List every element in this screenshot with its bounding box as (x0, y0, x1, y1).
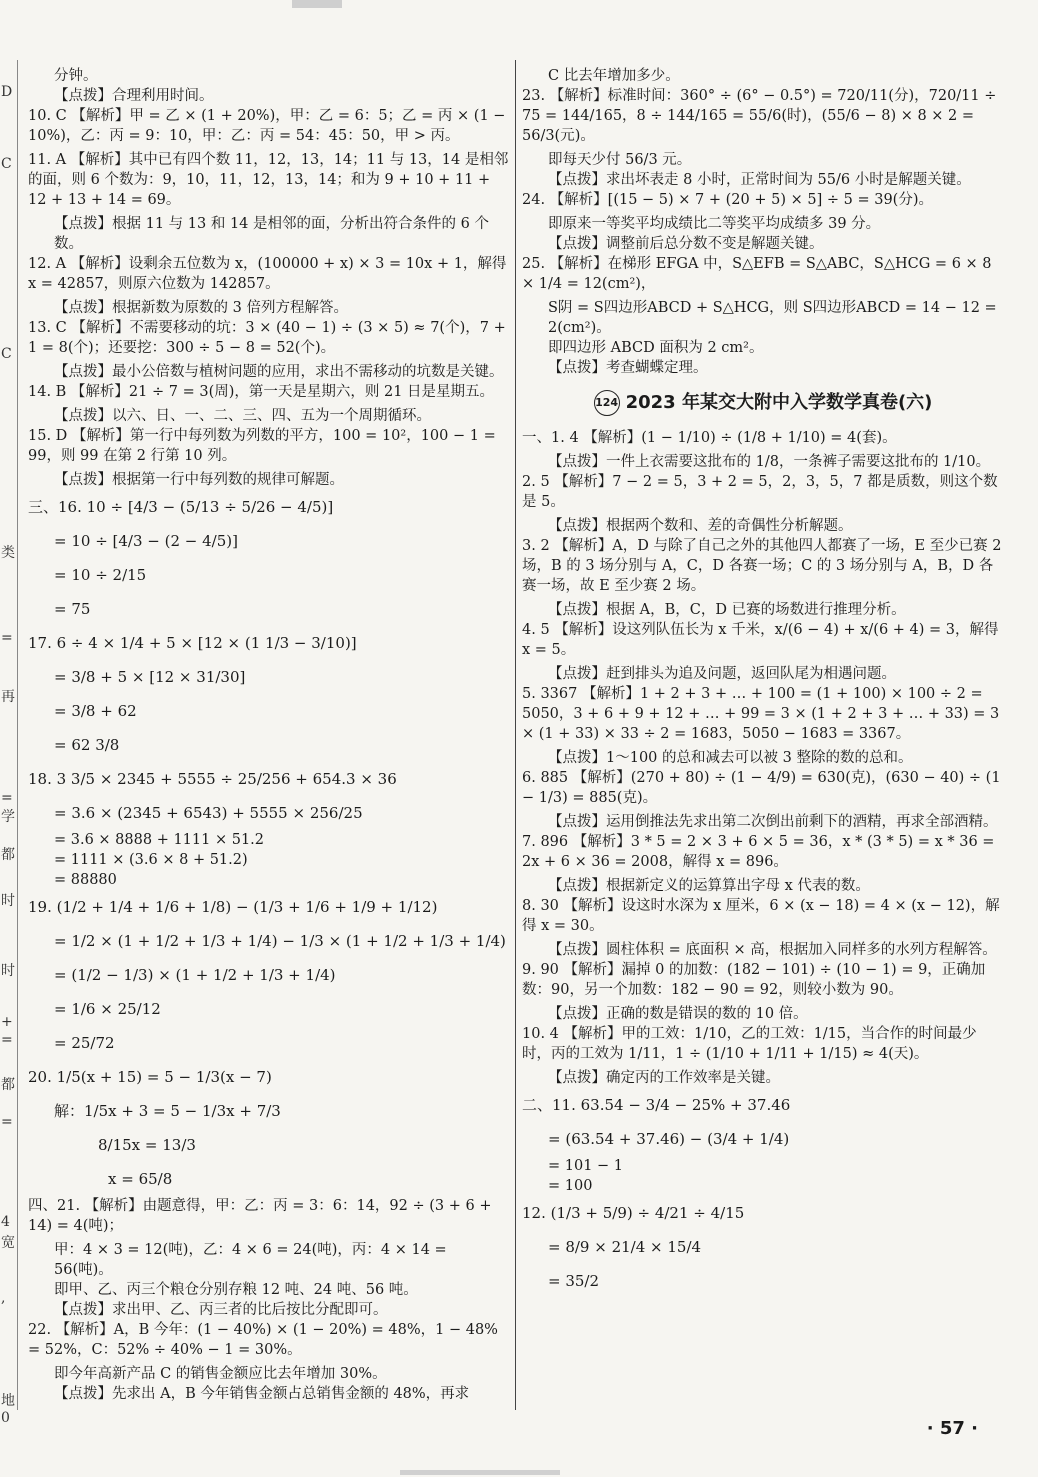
scan-bottom-mark (400, 1470, 560, 1475)
calc-19: 19. (1/2 + 1/4 + 1/6 + 1/8) − (1/3 + 1/6 + 1/9 + 1/12) (28, 898, 438, 916)
tip-line: 【点拨】确定丙的工作效率是关键。 (548, 1070, 780, 1086)
calc-step: 解：1/5x + 3 = 5 − 1/3x + 7/3 (54, 1102, 281, 1120)
calc-step: x = 65/8 (108, 1170, 173, 1188)
calc-step: = 62 3/8 (54, 736, 120, 754)
answer-item-21: 四、21. 【解析】由题意得，甲：乙：丙 = 3：6：14，92 ÷ (3 + 6 + 14) = 4(吨)； (28, 1198, 492, 1234)
tip-line: 【点拨】赶到排头为追及问题，返回队尾为相遇问题。 (548, 666, 896, 682)
left-column (28, 66, 510, 1404)
calc-step: = 75 (54, 600, 91, 618)
edge-char: 地 (1, 1393, 15, 1409)
calc-step: = 8/9 × 21/4 × 15/4 (548, 1238, 702, 1256)
answer-item-15: 15. D 【解析】第一行中每列数为列数的平方，100 = 10²，100 − 1 = 99，则 99 在第 2 行第 10 列。 (28, 428, 496, 464)
calc-20: 20. 1/5(x + 15) = 5 − 1/3(x − 7) (28, 1068, 272, 1086)
answer-item-10b: 10. 4 【解析】甲的工效：1/10，乙的工效：1/15，当合作的时间最少时，丙的工效为 1/11，1 ÷ (1/10 + 1/11 + 1/15) ≈ 4(天)。 (522, 1026, 977, 1062)
tip-line: 【点拨】1～100 的总和减去可以被 3 整除的数的总和。 (548, 750, 913, 766)
text-line: 分钟。 (54, 68, 98, 84)
tip-line: 【点拨】运用倒推法先求出第二次倒出前剩下的酒精，再求全部酒精。 (548, 814, 998, 830)
answer-item-3: 3. 2 【解析】A，D 与除了自己之外的其他四人都赛了一场，E 至少已赛 2 场，B 的 3 场分别与 A，C，D 各赛一场；C 的 3 场分别与 A，B，D 各赛一场，故 E 至少赛 2 场。 (522, 538, 1002, 594)
tip-line: 【点拨】根据 11 与 13 和 14 是相邻的面，分析出符合条件的 6 个数。 (54, 216, 489, 252)
answer-item-14: 14. B 【解析】21 ÷ 7 = 3(周)，第一天是星期六，则 21 日是星期五。 (28, 384, 495, 400)
answer-item-10: 10. C 【解析】甲 = 乙 × (1 + 20%)，甲：乙 = 6：5；乙 = 丙 × (1 − 10%)，乙：丙 = 9：10，甲：乙：丙 = 54：45：50，甲 > 丙。 (28, 108, 506, 144)
tip-line: 【点拨】一件上衣需要这批布的 1/8，一条裤子需要这批布的 1/10。 (548, 454, 991, 470)
calc-step: = (63.54 + 37.46) − (3/4 + 1/4) (548, 1130, 790, 1148)
edge-char: = (1, 1114, 13, 1130)
tip-line: 【点拨】求出坏表走 8 小时，正常时间为 55/6 小时是解题关键。 (548, 172, 971, 188)
exam-title-text: 2023 年某交大附中入学数学真卷(六) (625, 392, 933, 413)
calc-18: 18. 3 3/5 × 2345 + 5555 ÷ 25/256 + 654.3 × 36 (28, 770, 397, 788)
tip-line: 【点拨】根据 A，B，C，D 已赛的场数进行推理分析。 (548, 602, 906, 618)
answer-item-11: 11. A 【解析】其中已有四个数 11，12，13，14；11 与 13，14 是相邻的面，则 6 个数为：9，10，11，12，13，14；和为 9 + 10 + 11 + 12 + 13 + 14 = 69。 (28, 152, 509, 208)
answer-item-9: 9. 90 【解析】漏掉 0 的加数：(182 − 101) ÷ (10 − 1) = 9，正确加数：90，另一个加数：182 − 90 = 92，则较小数为 90。 (522, 962, 986, 998)
answer-item-4: 4. 5 【解析】设这列队伍长为 x 千米，x/(6 − 4) + x/(6 + 4) = 3，解得 x = 5。 (522, 622, 999, 658)
calc-step: = 100 (548, 1178, 593, 1194)
calc-step: = 1/6 × 25/12 (54, 1000, 161, 1018)
tip-line: 【点拨】考查蝴蝶定理。 (548, 360, 708, 376)
calc-12: 12. (1/3 + 5/9) ÷ 4/21 ÷ 4/15 (522, 1204, 745, 1222)
answer-item-8: 8. 30 【解析】设这时水深为 x 厘米，6 × (x − 18) = 4 × (x − 12)，解得 x = 30。 (522, 898, 1000, 934)
tip-line: 【点拨】求出甲、乙、丙三者的比后按比分配即可。 (54, 1302, 388, 1318)
edge-char: 学 (1, 809, 15, 825)
edge-char: 宽 (1, 1235, 15, 1251)
answer-item-2: 2. 5 【解析】7 − 2 = 5，3 + 2 = 5，2，3，5，7 都是质数，则这个数是 5。 (522, 474, 998, 510)
tip-line: 【点拨】根据第一行中每列数的规律可解题。 (54, 472, 344, 488)
answer-item-1: 一、1. 4 【解析】(1 − 1/10) ÷ (1/8 + 1/10) = 4(套)。 (522, 430, 897, 446)
text-line: C 比去年增加多少。 (548, 68, 680, 84)
answer-item-24: 24. 【解析】[(15 − 5) × 7 + (20 + 5) × 5] ÷ 5 = 39(分)。 (522, 192, 933, 208)
tip-line: 【点拨】根据两个数和、差的奇偶性分析解题。 (548, 518, 853, 534)
calc-step: = 3/8 + 62 (54, 702, 137, 720)
text-line: 即今年高新产品 C 的销售金额应比去年增加 30%。 (54, 1366, 387, 1382)
edge-char: + (1, 1014, 13, 1030)
tip-line: 【点拨】先求出 A，B 今年销售金额占总销售金额的 48%，再求 (54, 1386, 470, 1402)
tip-line: 【点拨】根据新数为原数的 3 倍列方程解答。 (54, 300, 348, 316)
calc-step: = 101 − 1 (548, 1158, 624, 1174)
calc-step: = 3/8 + 5 × [12 × 31/30] (54, 668, 246, 686)
edge-char: 都 (1, 1077, 15, 1093)
right-column (522, 66, 1004, 1298)
edge-char: = (1, 1032, 13, 1048)
edge-char: 时 (1, 893, 15, 909)
edge-char: = (1, 630, 13, 646)
edge-line (17, 60, 18, 1410)
text-line: 即原来一等奖平均成绩比二等奖平均成绩多 39 分。 (548, 216, 881, 232)
text-line: S阴 = S四边形ABCD + S△HCG，则 S四边形ABCD = 14 − 12 = 2(cm²)。 (548, 300, 997, 336)
text-line: 即甲、乙、丙三个粮仓分别存粮 12 吨、24 吨、56 吨。 (54, 1282, 418, 1298)
edge-char: 0 (1, 1410, 10, 1426)
edge-char: 都 (1, 847, 15, 863)
exam-number-badge: 124 (594, 390, 620, 416)
answer-item-6: 6. 885 【解析】(270 + 80) ÷ (1 − 4/9) = 630(克)，(630 − 40) ÷ (1 − 1/3) = 885(克)。 (522, 770, 1001, 806)
answer-item-23: 23. 【解析】标准时间：360° ÷ (6° − 0.5°) = 720/11(分)，720/11 ÷ 75 = 144/165，8 ÷ 144/165 = 55/6(时)，(55/6 − 8) × 8 × 2 = 56/3(元)。 (522, 88, 997, 144)
edge-strip (0, 60, 16, 1430)
calc-step: = 3.6 × 8888 + 1111 × 51.2 (54, 832, 265, 848)
edge-char: = (1, 790, 13, 806)
edge-char: , (1, 1290, 6, 1306)
tip-line: 【点拨】圆柱体积 = 底面积 × 高，根据加入同样多的水列方程解答。 (548, 942, 997, 958)
tip-line: 【点拨】以六、日、一、二、三、四、五为一个周期循环。 (54, 408, 431, 424)
calc-step: = 10 ÷ [4/3 − (2 − 4/5)] (54, 532, 238, 550)
column-divider (515, 60, 516, 1410)
calc-17: 17. 6 ÷ 4 × 1/4 + 5 × [12 × (1 1/3 − 3/10)] (28, 634, 357, 652)
tip-line: 【点拨】合理利用时间。 (54, 88, 214, 104)
answer-item-5: 5. 3367 【解析】1 + 2 + 3 + … + 100 = (1 + 100) × 100 ÷ 2 = 5050，3 + 6 + 9 + 12 + … + 99 = 3 × (1 + 2 + 3 + … + 33) = 3 × (1 + 33) × 33 ÷ 2 = 1683，5050 − 1683 = 3367。 (522, 686, 1000, 742)
page-number: · 57 · (926, 1418, 978, 1439)
tip-line: 【点拨】调整前后总分数不变是解题关键。 (548, 236, 824, 252)
tip-line: 【点拨】最小公倍数与植树问题的应用，求出不需移动的坑数是关键。 (54, 364, 504, 380)
calc-11: 二、11. 63.54 − 3/4 − 25% + 37.46 (522, 1096, 791, 1114)
edge-char: 再 (1, 689, 15, 705)
scan-top-mark (292, 0, 342, 8)
calc-step: = 1111 × (3.6 × 8 + 51.2) (54, 852, 248, 868)
exam-title (522, 388, 1004, 416)
edge-char: 4 (1, 1214, 10, 1230)
edge-char: C (1, 156, 12, 172)
edge-char: 时 (1, 963, 15, 979)
answer-item-7: 7. 896 【解析】3 * 5 = 2 × 3 + 6 × 5 = 36，x * (3 * 5) = x * 36 = 2x + 6 × 36 = 2008，解得 x = 896。 (522, 834, 995, 870)
text-line: 即每天少付 56/3 元。 (548, 152, 692, 168)
calc-step: = (1/2 − 1/3) × (1 + 1/2 + 1/3 + 1/4) (54, 966, 336, 984)
tip-line: 【点拨】根据新定义的运算算出字母 x 代表的数。 (548, 878, 870, 894)
calc-step: 8/15x = 13/3 (98, 1136, 196, 1154)
calc-16: 三、16. 10 ÷ [4/3 − (5/13 ÷ 5/26 − 4/5)] (28, 498, 334, 516)
edge-char: 类 (1, 545, 15, 561)
calc-step: = 1/2 × (1 + 1/2 + 1/3 + 1/4) − 1/3 × (1 + 1/2 + 1/3 + 1/4) (54, 932, 506, 950)
tip-line: 【点拨】正确的数是错误的数的 10 倍。 (548, 1006, 808, 1022)
answer-item-22: 22. 【解析】A，B 今年：(1 − 40%) × (1 − 20%) = 48%，1 − 48% = 52%，C：52% ÷ 40% − 1 = 30%。 (28, 1322, 498, 1358)
calc-step: = 25/72 (54, 1034, 115, 1052)
calc-step: = 35/2 (548, 1272, 600, 1290)
text-line: 即四边形 ABCD 面积为 2 cm²。 (548, 340, 764, 356)
edge-char: D (1, 84, 13, 100)
calc-step: = 3.6 × (2345 + 6543) + 5555 × 256/25 (54, 804, 363, 822)
edge-char: C (1, 346, 12, 362)
answer-item-25: 25. 【解析】在梯形 EFGA 中，S△EFB = S△ABC，S△HCG = 6 × 8 × 1/4 = 12(cm²)， (522, 256, 992, 292)
answer-item-13: 13. C 【解析】不需要移动的坑：3 × (40 − 1) ÷ (3 × 5) ≈ 7(个)，7 + 1 = 8(个)；还要挖：300 ÷ 5 − 8 = 52(个)。 (28, 320, 506, 356)
calc-step: = 10 ÷ 2/15 (54, 566, 147, 584)
answer-item-12: 12. A 【解析】设剩余五位数为 x，(100000 + x) × 3 = 10x + 1，解得 x = 42857，则原六位数为 142857。 (28, 256, 507, 292)
calc-step: = 88880 (54, 872, 117, 888)
text-line: 甲：4 × 3 = 12(吨)，乙：4 × 6 = 24(吨)，丙：4 × 14 = 56(吨)。 (54, 1242, 447, 1278)
